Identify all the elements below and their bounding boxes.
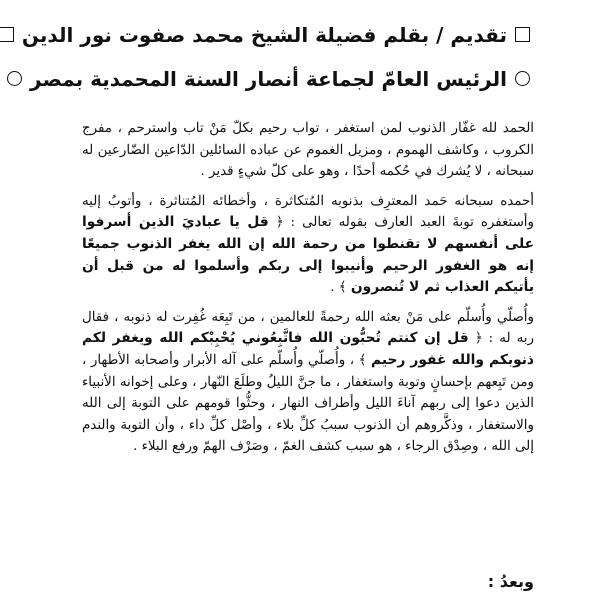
heading-line-2: [30, 64, 530, 92]
quran-quote: قل يا عباديَ الذين أسرفوا على أنفسهم لا تقنطوا من رحمة الله إن الله يغفر الذنوب جميعًا إنه هو الغفور الرحيم وأنيبوا إلى ربكم وأسلموا له من قبل أن يأتيكم العذاب ثم لا تُنصرون: [82, 214, 534, 296]
circle-bullet-icon: [7, 71, 22, 86]
quote-close: ﴾ .: [330, 280, 347, 296]
heading-subtitle: الرئيس العامّ لجماعة أنصار السنة المحمدية بمصر: [30, 66, 507, 91]
body-text: [82, 118, 534, 466]
closing-phrase: وبعدُ :: [487, 572, 534, 591]
heading-title: تقديم / بقلم فضيلة الشيخ محمد صفوت نور الدين: [21, 22, 507, 47]
square-bullet-icon: [0, 27, 14, 42]
paragraph-text: أحمده سبحانه حَمد المعترِف بذنوبه المُتكاثرة ، وأخطائه المُتناثرة ، وأتوبُ إليه وأستغفره توبةَ العبد العارف بقوله تعالى : ﴿: [82, 193, 534, 231]
paragraph-repentance: [82, 191, 534, 299]
square-bullet-icon: [515, 27, 530, 42]
heading-line-1: [21, 20, 530, 48]
paragraph-salutation: [82, 307, 534, 458]
circle-bullet-icon: [515, 71, 530, 86]
paragraph-text: وأُصلّي وأُسلّم على مَنْ بعثه الله رحمةً للعالمين ، من تَبِعَه غُفِرت له ذنوبه ، فقال ربه له : ﴿: [82, 309, 534, 347]
paragraph-praise: الحمد لله غفّار الذنوب لمن استغفر ، تواب رحيم بكلّ مَنْ تاب واسترحم ، مفرج الكروب ، وكاشف الهموم ، ومزيل الغموم عن عباده السائلين الدّاعين الضّارعين له سبحانه ، لا يُشرك في حُكمه أحدًا ، وهو على كلّ شيءٍ قدير .: [82, 121, 534, 180]
quran-quote: قل إن كنتم تُحبُّون الله فاتَّبِعُوني يُحْبِبْكم الله ويغفر لكم ذنوبكم والله غفور رحيم: [82, 330, 534, 368]
paragraph-text: ﴾ ، وأُصلّي وأُسلّم على آله الأبرار وأصحابه الأطهار ، ومن تَبِعهم بإحسانٍ وتوبة واستغفار ، ما جنَّ الليلُ وطلَعَ النّهار ، وعلى إخوانه الأنبياء الذين دعوا إلى ربهم آناءَ الليل وأطراف النهار ، وحثُّوا قومهم على التوبة إلى الله والاستغفار ، وذكَّروهم أن الذنوب سببُ كلِّ بلاء ، وأصْل كلِّ داء ، وأن التوبة والندم إلى الله ، وصِدْق الرجاء ، هو سبب كشف الغمّ ، وصَرْف الهمّ ورفع البلاء .: [82, 352, 534, 455]
